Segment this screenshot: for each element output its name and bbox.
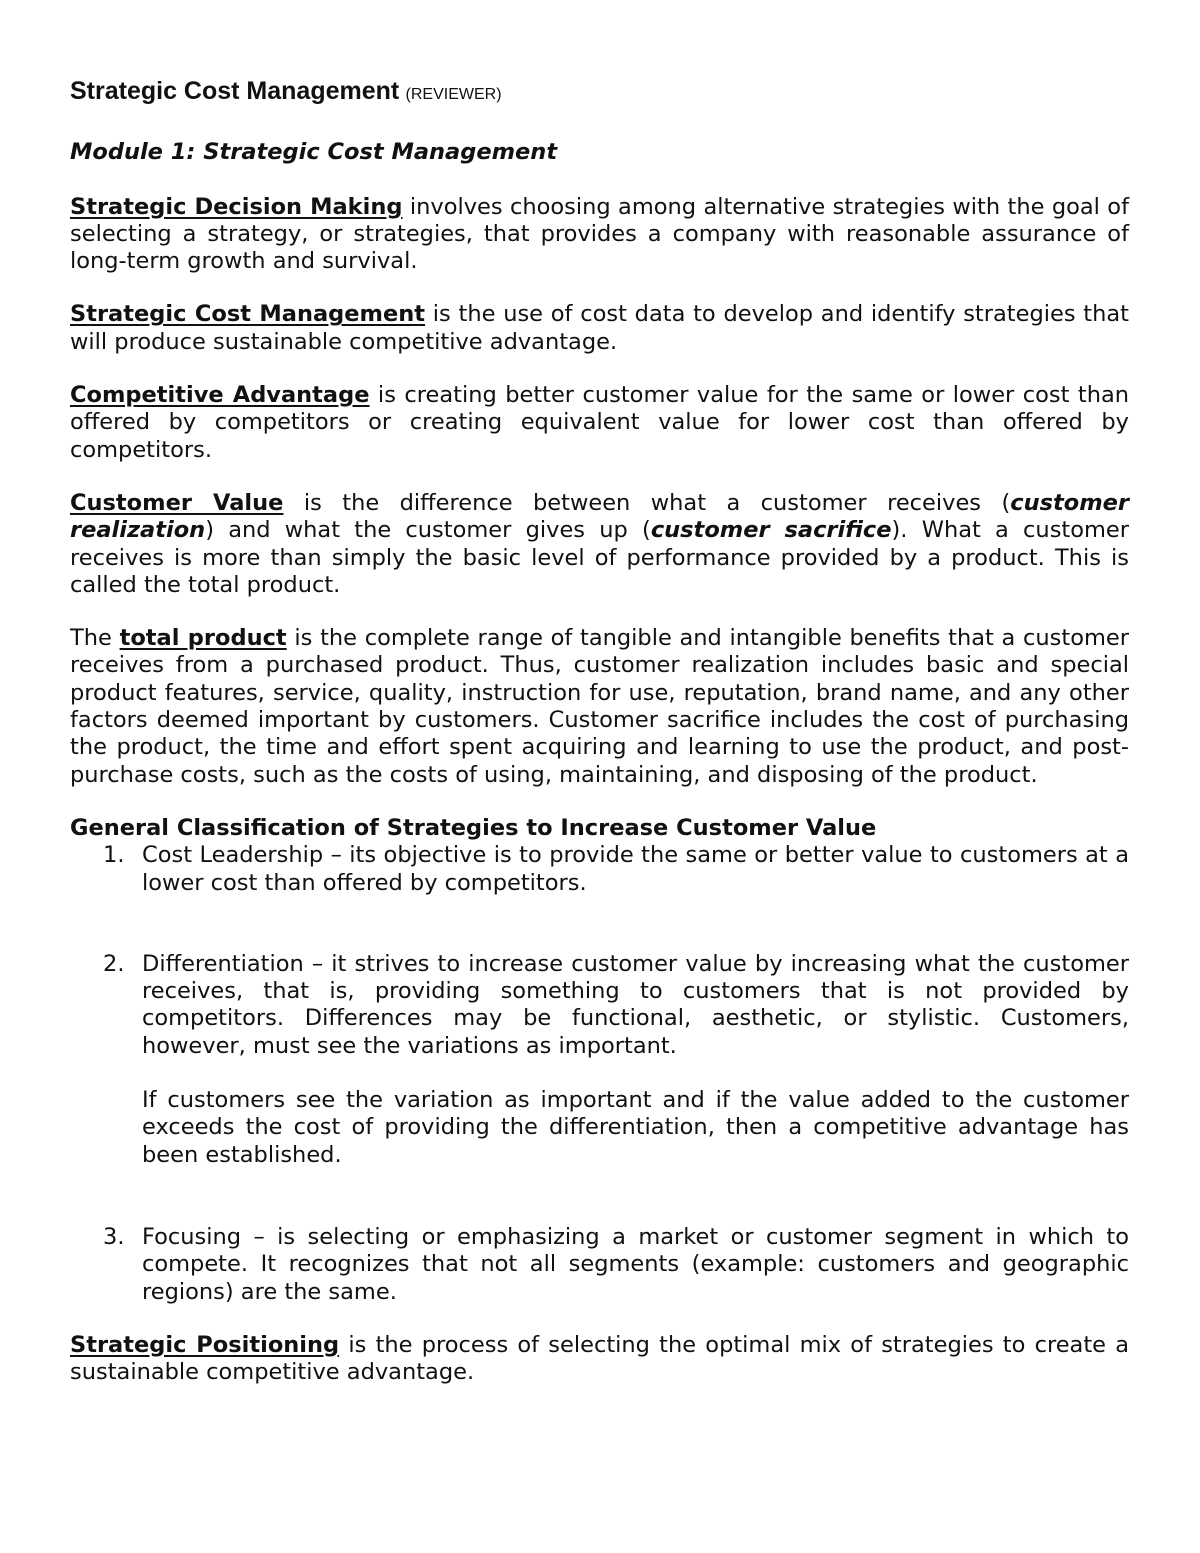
term-strategic-positioning: Strategic Positioning <box>70 1331 340 1358</box>
paragraph-strategic-cost-management <box>70 301 1129 356</box>
definition-text: is the difference between what a customer receives ( <box>283 489 1011 516</box>
emphasis-customer-sacrifice: customer sacrifice <box>650 517 892 544</box>
list-item <box>70 1224 1129 1306</box>
document-page <box>70 78 1129 1386</box>
definition-text: is the process of selecting the optimal mix of strategies to create a sustainable competitive advantage. <box>70 1331 1130 1386</box>
paragraph-strategic-positioning <box>70 1332 1129 1387</box>
emphasis-customer-realization: customer realization <box>70 489 1129 544</box>
term-total-product: total product <box>119 625 287 652</box>
definition-text: is the complete range of tangible and intangible benefits that a customer receives from a purchased product. Thus, customer realization includes basic and special product features, service, quality, instruction for use, reputation, brand name, and any other factors deemed important by customers. Customer sacrifice includes the cost of purchasing the product, the time and effort spent acquiring and learning to use the product, and post-purchase costs, such as the costs of using, maintaining, and disposing of the product. <box>70 625 1129 788</box>
term-competitive-advantage: Competitive Advantage <box>70 382 370 409</box>
list-item-text: Cost Leadership – its objective is to provide the same or better value to customers at a lower cost than offered by competitors. <box>142 842 1129 896</box>
term-customer-value: Customer Value <box>70 489 284 516</box>
paragraph-customer-value <box>70 490 1129 599</box>
paragraph-total-product <box>70 625 1129 789</box>
definition-text: involves choosing among alternative strategies with the goal of selecting a strategy, or strategies, that provides a company with reasonable assurance of long-term growth and survival. <box>70 193 1129 275</box>
list-item <box>70 842 1129 897</box>
definition-text: ). What a customer receives is more than simply the basic level of performance provided by a product. This is called the total product. <box>70 517 1130 598</box>
term-strategic-cost-management: Strategic Cost Management <box>70 301 426 328</box>
title-subtitle: (REVIEWER) <box>405 86 502 103</box>
paragraph-competitive-advantage <box>70 382 1129 464</box>
list-item-text: Differentiation – it strives to increase customer value by increasing what the customer receives, that is, providing something to customers that is not provided by competitors. Differences may be functional, aesthetic, or stylistic. Customers, however, must see the variations as important. <box>142 950 1129 1059</box>
definition-text: ) and what the customer gives up ( <box>205 517 651 544</box>
term-strategic-decision-making: Strategic Decision Making <box>70 193 403 220</box>
title-main: Strategic Cost Management <box>70 77 400 105</box>
list-number: 3. <box>103 1223 125 1250</box>
list-number: 2. <box>103 950 125 977</box>
list-item <box>70 951 1129 1169</box>
document-title <box>70 78 1129 108</box>
list-item-text: Focusing – is selecting or emphasizing a market or customer segment in which to compete. It recognizes that not all segments (example: customers and geographic regions) are the same. <box>142 1223 1129 1305</box>
module-heading: Module 1: Strategic Cost Management <box>70 139 558 166</box>
list-item-note: If customers see the variation as important and if the value added to the customer exceeds the cost of providing the differentiation, then a competitive advantage has been established. <box>142 1087 1129 1168</box>
lead-text: The <box>70 625 120 652</box>
definition-text: is creating better customer value for the same or lower cost than offered by competitors or creating equivalent value for lower cost than offered by competitors. <box>70 382 1130 463</box>
strategies-list <box>70 842 1129 1306</box>
list-number: 1. <box>103 842 125 869</box>
paragraph-strategic-decision-making <box>70 194 1129 276</box>
definition-text: is the use of cost data to develop and identify strategies that will produce sustainable competitive advantage. <box>70 301 1129 355</box>
strategies-heading: General Classification of Strategies to Increase Customer Value <box>70 814 877 841</box>
